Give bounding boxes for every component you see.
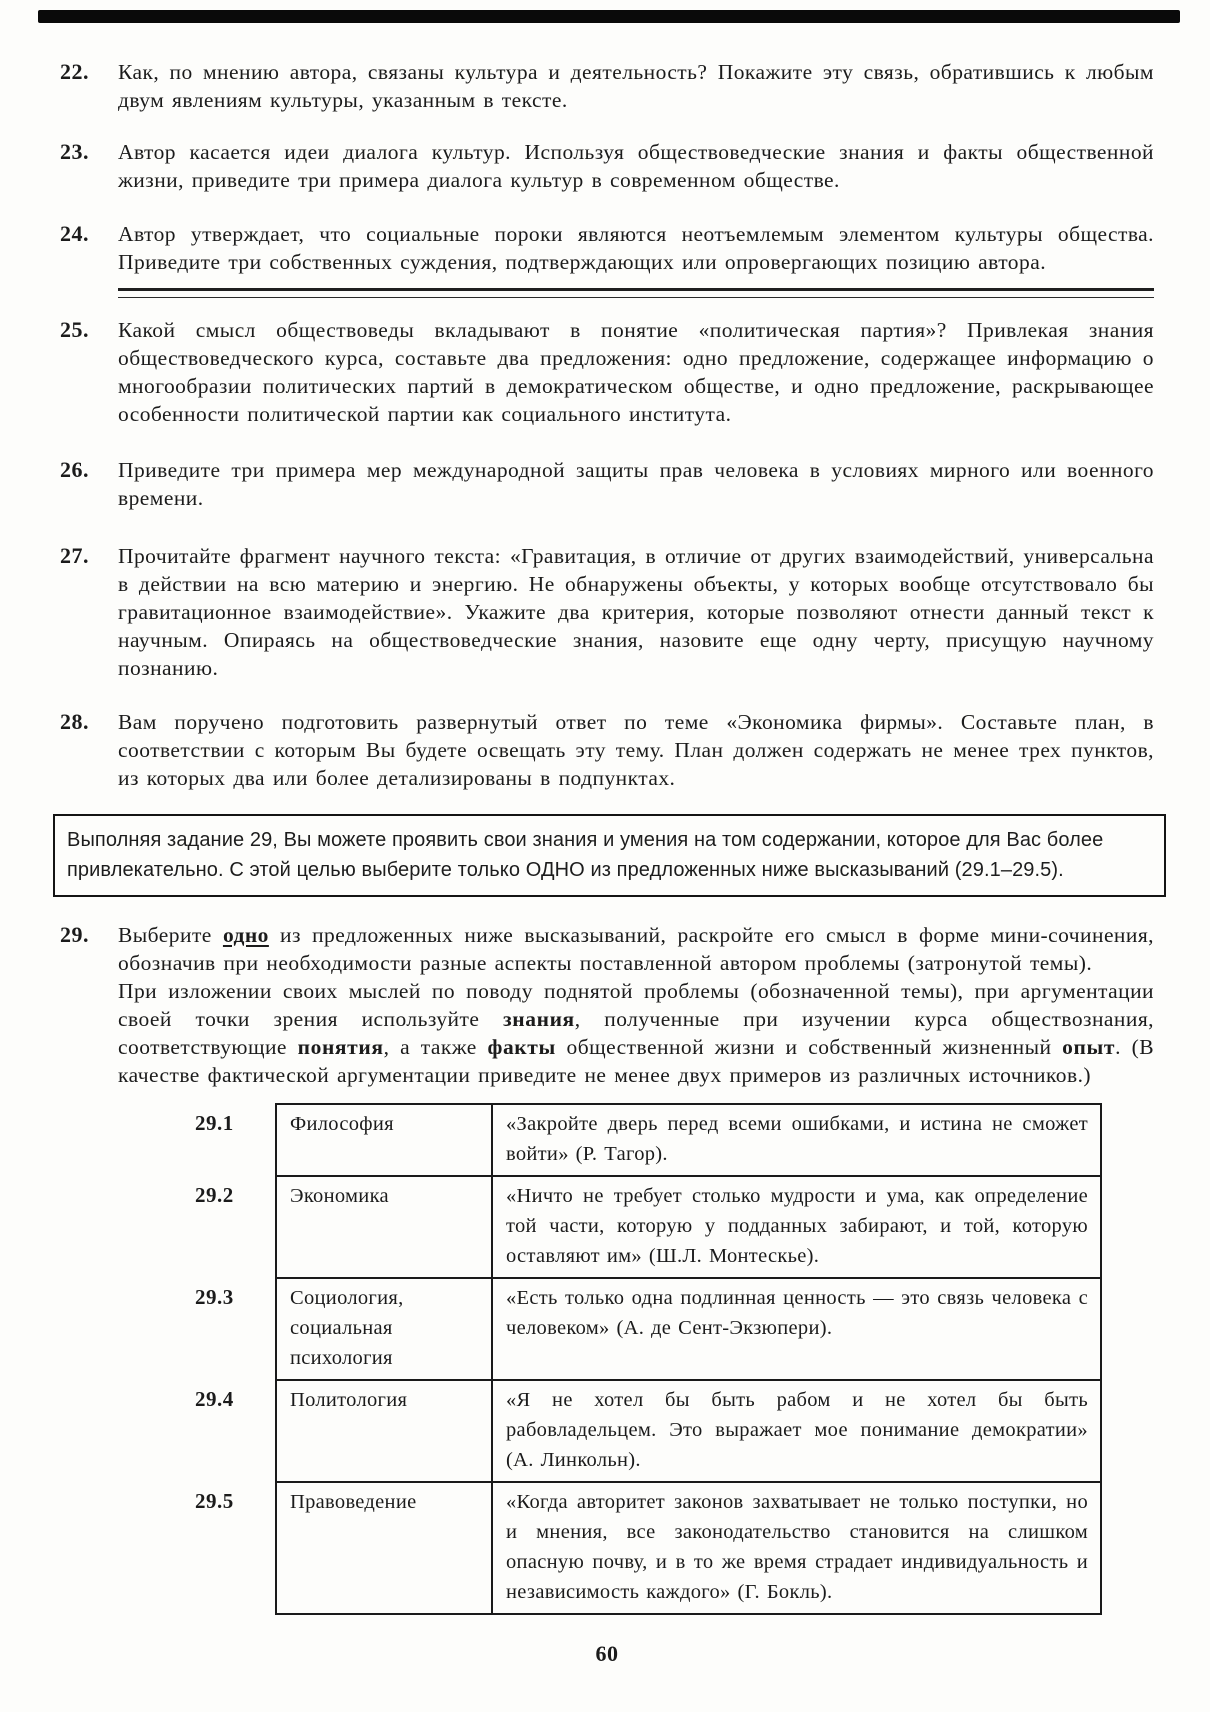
subject-cell: Философия: [276, 1104, 492, 1176]
table-row-29-3: [185, 1278, 1101, 1380]
question-text: Автор утверждает, что социальные пороки являются неотъемлемым элементом культуры общества. Приведите три собственных суждения, подтверждающих или опровергающих позицию автора.: [118, 222, 1154, 274]
task29-notice-text: Выполняя задание 29, Вы можете проявить свои знания и умения на том содержании, которое для Вас более привлекательно. С этой целью выберите только ОДНО из предложенных ниже высказываний (29.1–29.5).: [67, 829, 1104, 881]
quote-cell: «Есть только одна подлинная ценность — это связь человека с человеком» (А. де Сент-Экзюпери).: [492, 1278, 1101, 1380]
question-22: [60, 58, 1154, 114]
topic-number: 29.2: [195, 1183, 234, 1207]
question-text: Как, по мнению автора, связаны культура и деятельность? Покажите эту связь, обратившись к любым двум явлениям культуры, указанным в тексте.: [118, 60, 1154, 112]
quote-cell: «Я не хотел бы быть рабом и не хотел бы быть рабовладельцем. Это выражает мое понимание демократии» (А. Линкольн).: [492, 1380, 1101, 1482]
question-number: 26.: [60, 457, 89, 482]
question-text: Какой смысл обществоведы вкладывают в понятие «политическая партия»? Привлекая знания обществоведческого курса, составьте два предложения: одно предложение, содержащее информацию о многообразии политических партий в демократическом обществе, и одно предложение, раскрывающее особенности политической партии как социального института.: [118, 318, 1154, 426]
question-text: Прочитайте фрагмент научного текста: «Гравитация, в отличие от других взаимодействий, универсальна в действии на всю материю и энергию. Не обнаружены объекты, у которых вообще отсутствовало бы гравитационное взаимодействие». Укажите два критерия, которые позволяют отнести данный текст к научным. Опираясь на обществоведческие знания, назовите еще одну черту, присущую научному познанию.: [118, 544, 1154, 680]
question-text: [118, 921, 1154, 1089]
question-25: [60, 316, 1154, 428]
topic-number: 29.4: [195, 1387, 234, 1411]
q29-paragraph-2: При изложении своих мыслей по поводу поднятой проблемы (обозначенной темы), при аргументации своей точки зрения используйте знания, полученные при изучении курса обществознания, соответствующие понятия, а также факты общественной жизни и собственный жизненный опыт. (В качестве фактической аргументации приведите не менее двух примеров из различных источников.): [118, 979, 1154, 1087]
question-text: Автор касается идеи диалога культур. Используя обществоведческие знания и факты общественной жизни, приведите три примера диалога культур в современном обществе.: [118, 140, 1154, 192]
question-number: 28.: [60, 709, 89, 734]
question-number: 23.: [60, 139, 89, 164]
page-top-rule: [38, 10, 1180, 23]
topic-number: 29.5: [195, 1489, 234, 1513]
underlined-word: одно: [222, 923, 269, 947]
q29-paragraph-1: Выберите одно из предложенных ниже высказываний, раскройте его смысл в форме мини-сочинения, обозначив при необходимости разные аспекты поставленной автором проблемы (затронутой темы).: [118, 923, 1155, 975]
question-23: [60, 138, 1154, 194]
question-27: [60, 542, 1154, 682]
question-number: 25.: [60, 317, 89, 342]
section-divider: [118, 288, 1154, 298]
table-row-29-5: [185, 1482, 1101, 1614]
question-number: 22.: [60, 59, 89, 84]
question-number: 29.: [60, 922, 89, 947]
question-28: [60, 708, 1154, 792]
topic-number: 29.3: [195, 1285, 234, 1309]
quote-cell: «Ничто не требует столько мудрости и ума, как определение той части, которую у подданных забирают, и той, которую оставляют им» (Ш.Л. Монтескье).: [492, 1176, 1101, 1278]
table-row-29-2: [185, 1176, 1101, 1278]
question-29: [60, 921, 1154, 1089]
subject-cell: Правоведение: [276, 1482, 492, 1614]
question-26: [60, 456, 1154, 512]
question-number: 27.: [60, 543, 89, 568]
table-row-29-4: [185, 1380, 1101, 1482]
task29-notice-box: [53, 814, 1166, 897]
essay-topics-table: [185, 1103, 1102, 1615]
quote-cell: «Закройте дверь перед всеми ошибками, и истина не сможет войти» (Р. Тагор).: [492, 1104, 1101, 1176]
question-text: Вам поручено подготовить развернутый ответ по теме «Экономика фирмы». Составьте план, в соответствии с которым Вы будете освещать эту тему. План должен содержать не менее трех пунктов, из которых два или более детализированы в подпунктах.: [118, 710, 1154, 790]
quote-cell: «Когда авторитет законов захватывает не только поступки, но и мнения, все законодательство становится на слишком опасную почву, и в то же время страдает индивидуальность и независимость каждого» (Г. Бокль).: [492, 1482, 1101, 1614]
question-number: 24.: [60, 221, 89, 246]
subject-cell: Политология: [276, 1380, 492, 1482]
question-text: Приведите три примера мер международной защиты прав человека в условиях мирного или военного времени.: [118, 458, 1154, 510]
table-row-29-1: [185, 1104, 1101, 1176]
topic-number: 29.1: [195, 1111, 234, 1135]
subject-cell: Социология, социальная психология: [276, 1278, 492, 1380]
subject-cell: Экономика: [276, 1176, 492, 1278]
question-24: [60, 220, 1154, 276]
page-number: 60: [595, 1641, 619, 1666]
page-content: [60, 58, 1154, 1667]
